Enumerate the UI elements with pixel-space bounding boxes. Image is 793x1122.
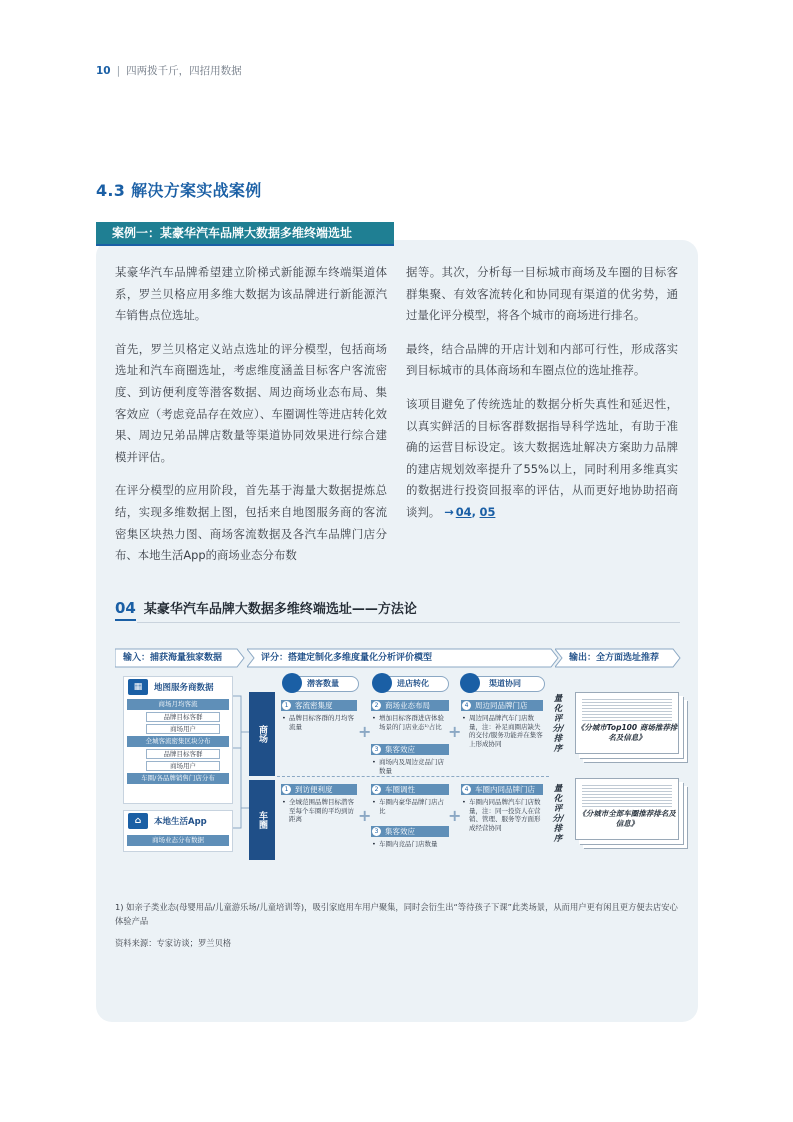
cell-text: • 商场内及周边竞品门店数量 — [371, 758, 449, 775]
source-bar: 全城客流密集区块分布 — [127, 736, 229, 747]
cell-title: 到访便利度 — [295, 785, 333, 794]
plus-icon: + — [448, 722, 462, 741]
column-head-synergy — [465, 676, 545, 692]
figure-link-05[interactable]: 05 — [479, 504, 496, 519]
figure-title-rule — [137, 622, 680, 623]
source-map-header — [124, 677, 232, 697]
section-title: 4.3 解决方案实战案例 — [96, 181, 262, 200]
page-number: 10 — [96, 65, 111, 77]
source-bar: 商场月均客流 — [127, 699, 229, 710]
store-icon: ⌂ — [128, 813, 148, 829]
step-number: 4 — [462, 701, 471, 710]
step-number: 4 — [462, 785, 471, 794]
paragraph: 某豪华汽车品牌希望建立阶梯式新能源车终端渠道体系，罗兰贝格应用多维大数据为该品牌进行新能源汽车销售点位选址。 — [115, 265, 387, 323]
circle-cell-same-brand — [461, 784, 543, 832]
paragraph: 据等。其次，分析每一目标城市商场及车圈的目标客群集聚、有效客流转化和协同现有渠道的优劣势，通过量化评分模型，将各个城市的商场进行排名。 — [406, 265, 678, 323]
stage-input — [115, 648, 245, 668]
paragraph: 最终，结合品牌的开店计划和内部可行性，形成落实到目标城市的具体商场和车圈点位的选址推荐。 — [406, 341, 678, 378]
source-app-title: 本地生活App — [154, 817, 207, 827]
quant-label-mall: 量化评分/排序 — [552, 694, 564, 754]
plus-icon: + — [448, 806, 462, 825]
stage-input-label: 输入：捕获海量独家数据 — [123, 653, 223, 663]
stage-output-label: 输出：全方面选址推荐 — [569, 653, 660, 663]
arrow-icon: → — [444, 504, 454, 519]
figure-link-04[interactable]: 04 — [455, 504, 472, 519]
map-icon: ▦ — [128, 679, 148, 695]
output-circle-report — [575, 778, 679, 840]
source-app-header — [124, 811, 232, 831]
step-number: 1 — [282, 785, 291, 794]
case-tab: 案例一：某豪华汽车品牌大数据多维终端选址 — [96, 222, 394, 244]
step-number: 2 — [372, 701, 381, 710]
people-icon — [282, 673, 302, 693]
circle-cell-tone — [371, 784, 449, 815]
cell-title: 车圈内同品牌门店 — [475, 785, 535, 794]
row-divider — [277, 776, 549, 777]
plus-icon: + — [358, 722, 372, 741]
cell-title: 集客效应 — [385, 827, 415, 836]
conversion-icon — [372, 673, 392, 693]
handshake-icon — [460, 673, 480, 693]
paragraph: 在评分模型的应用阶段，首先基于海量大数据提炼总结，实现多维数据上图，包括来自地图服务商的客流密集区块热力图、商场客流数据及各汽车品牌门店分布、本地生活App的商场业态分布数 — [115, 483, 387, 563]
step-number: 2 — [372, 785, 381, 794]
stage-score-label: 评分：搭建定制化多维度量化分析评价模型 — [261, 653, 433, 663]
source-local-app — [123, 810, 233, 852]
step-number: 3 — [372, 827, 381, 836]
cell-text: • 增加目标客群进店体验场景的门店业态¹⁾占比 — [371, 714, 449, 731]
spreadsheet-icon — [582, 785, 672, 807]
quant-label-circle: 量化评分/排序 — [552, 784, 564, 844]
source-map-provider — [123, 676, 233, 804]
mall-cell-cluster — [371, 744, 449, 775]
stage-output — [555, 648, 681, 668]
header-title: 四两拨千斤，四招用数据 — [126, 65, 242, 77]
body-left-column — [115, 262, 387, 579]
cell-title: 商场业态布局 — [385, 701, 430, 710]
source-bar: 车圈/各品牌销售门店分布 — [127, 773, 229, 784]
source-note: 资料来源：专家访谈；罗兰贝格 — [115, 938, 232, 948]
paragraph: 首先，罗兰贝格定义站点选址的评分模型，包括商场选址和汽车商圈选址，考虑维度涵盖目标客户客流密度、到访便利度等潜客数据、周边商场业态布局、集客效应（考虑竞品存在效应）、车圈调性等进店转化效果、周边兄弟品牌店数量等渠道协同效果进行综合建模并评估。 — [115, 341, 387, 464]
cell-text: • 全城范围品牌目标潜客至每个车圈的平均到访距离 — [281, 798, 357, 824]
output-caption: 《分城市Top100 商场推荐排名及信息》 — [576, 723, 678, 742]
step-number: 1 — [282, 701, 291, 710]
output-mall-report — [575, 692, 679, 754]
source-sub: 商场用户 — [146, 724, 220, 734]
spreadsheet-icon — [582, 699, 672, 721]
cell-text: • 车圈内豪华品牌门店占比 — [371, 798, 449, 815]
column-head-potential — [287, 676, 359, 692]
cell-text: • 车圈内竞品门店数量 — [371, 840, 449, 849]
paragraph-text: 该项目避免了传统选址的数据分析失真性和延迟性，以真实鲜活的目标客群数据指导科学选址，有助于准确的运营目标设定。该大数据选址解决方案助力品牌的建店规划效率提升了55%以上，同时利用多维真实的数据进行投资回报率的评估，从而更好地协助招商谈判。 — [406, 396, 678, 519]
header-separator: | — [116, 65, 121, 77]
cell-text: • 品牌目标客群的月均客流量 — [281, 714, 357, 731]
mall-cell-nearby-stores — [461, 700, 543, 748]
circle-cell-cluster — [371, 826, 449, 849]
figure-title — [115, 598, 417, 621]
figure-number: 04 — [115, 599, 136, 621]
methodology-diagram — [115, 648, 685, 863]
plus-icon: + — [358, 806, 372, 825]
paragraph — [406, 394, 678, 524]
source-map-title: 地图服务商数据 — [154, 683, 214, 693]
footnote: 1) 如亲子类业态(母婴用品/儿童游乐场/儿童培训等)，吸引家庭用车用户聚集，同时会衍生出“等待孩子下课”此类场景，从而用户更有闲且更方便去店安心体验产品 — [115, 902, 678, 926]
source-sub: 品牌目标客群 — [146, 749, 220, 759]
figure-title-text: 某豪华汽车品牌大数据多维终端选址——方法论 — [143, 602, 417, 617]
stage-score — [247, 648, 559, 668]
cell-title: 集客效应 — [385, 745, 415, 754]
cell-title: 周边同品牌门店 — [475, 701, 528, 710]
cell-title: 客流密集度 — [295, 701, 333, 710]
body-right-column — [406, 262, 678, 536]
step-number: 3 — [372, 745, 381, 754]
row-label-mall: 商场 — [249, 692, 275, 776]
column-head-conversion — [377, 676, 449, 692]
output-caption: 《分城市全部车圈推荐排名及信息》 — [578, 809, 676, 828]
running-header — [96, 63, 242, 78]
column-head-label: 渠道协同 — [489, 679, 521, 688]
column-head-label: 潜客数量 — [307, 679, 339, 688]
circle-cell-access — [281, 784, 357, 824]
mall-cell-density — [281, 700, 357, 731]
source-sub: 品牌目标客群 — [146, 712, 220, 722]
column-head-label: 进店转化 — [397, 679, 429, 688]
source-sub: 商场用户 — [146, 761, 220, 771]
cell-text: • 车圈内同品牌汽车门店数量，注：同一投资人在营销、管理、服务等方面形成经营协同 — [461, 798, 543, 832]
source-bar: 商场业态分布数据 — [127, 835, 229, 846]
cell-text: • 周边同品牌汽车门店数量，注：补足商圈店缺失的交付/服务功能并在集客上形成协同 — [461, 714, 543, 748]
row-label-car-circle: 车圈 — [249, 780, 275, 860]
link-comma: , — [471, 504, 476, 519]
cell-title: 车圈调性 — [385, 785, 415, 794]
mall-cell-layout — [371, 700, 449, 731]
